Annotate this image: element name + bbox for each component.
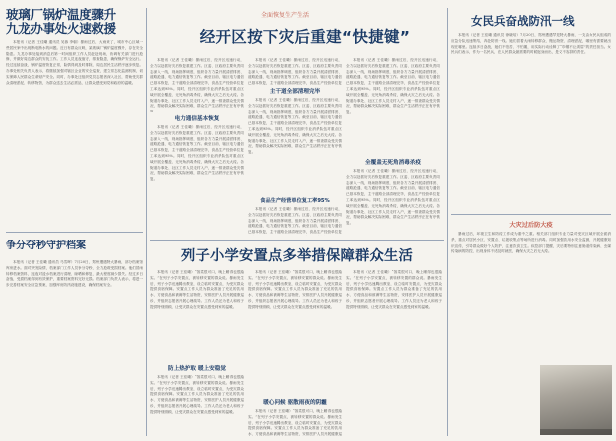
center-top-kicker: 全面恢复生产生活 xyxy=(260,12,309,19)
center-top-body-e: 本报讯（记者 王佳曦）暴雨过后，经开区迅速行动，全力以赴抓好灾后恢复重建工作。区委、区政府主要负责同志深入一线，现场指挥调度，组织各方力量开展清淤排涝、道路抢通、电力通信恢复等工作。截至目前，辖区电力通信已基本恢复，主干道路全部清理完毕，食品生产经营单位复 xyxy=(248,207,342,235)
center-top-header xyxy=(150,10,460,60)
right-top-article xyxy=(451,14,611,210)
left-top-text: 本报讯（记者 王佳曦 通讯员 吴蓉 李朝）暴雨过后，大雨来了，城市中心区域一些居民家中出现断电断水的问题。近日有群众反映，某玻璃厂锅炉温度骤升，存在安全隐患。九龙办事处接到消息后第一时间组织工作人员赶赴现场，协调有关部门进行抢修，并做好周边群众的安抚工作。工作人员连夜值守，排查隐患，确保锅炉安全运行。经过连续奋战，锅炉温度恢复正常，险情得到及时排除，周边居民生活秩序逐步恢复。办事处相关负责人表示，将继续加强对辖区企业的安全巡查，建立常态化监测机制，切实保障人民群众生命财产安全。同时，办事处还组织党员志愿者深入社区，帮助受灾群众清理淤泥、转移物资，为群众送去生活必需品，让群众感受到党和政府的温暖。 xyxy=(6,40,143,85)
center-bottom-body-e: 本报讯（记者 王佳曦）“饭菜很可口，晚上睡得也很踏实。”在列子小学安置点，被转移安置的群众说。暴雨发生后，列子小学迅速腾出教室，设立临时安置点，为受灾群众提供食宿保障。安置点工作人员为群众准备了充足的饮用水、方便食品和被褥等生活物资，安排医护人员开展健康巡诊，并组织志愿者开展心理疏导。工作人员还为老人和孩子提供特别照顾，让受灾群众在安置点感受到家的温暖。 xyxy=(346,270,442,309)
center-bottom-col1-text2 xyxy=(150,375,244,436)
center-top-col2-text2 xyxy=(248,98,342,195)
center-top-col1-text xyxy=(150,58,244,112)
center-top-sub1: 电力通信基本恢复 xyxy=(174,116,220,122)
center-top-col2 xyxy=(248,58,342,236)
left-top-body xyxy=(6,40,143,228)
center-top-col2-text xyxy=(248,58,342,85)
center-bottom-body-c: 本报讯（记者 王佳曦）“饭菜很可口，晚上睡得也很踏实。”在列子小学安置点，被转移安置的群众说。暴雨发生后，列子小学迅速腾出教室，设立临时安置点，为受灾群众提供食宿保障。安置点工作人员为群众准备了充足的饮用水、方便食品和被褥等生活物资，安排医护人员开展健康巡诊，并组织志愿者开展心理疏导。工作人员还为老人和孩子提供特别照顾，让受灾群众在安置点感受到家的温暖。 xyxy=(248,270,342,309)
center-bottom-sub1: 防上热护取 暖上安稳觉 xyxy=(168,366,226,372)
center-top-body-d: 本报讯（记者 王佳曦）暴雨过后，经开区迅速行动，全力以赴抓好灾后恢复重建工作。区委、区政府主要负责同志深入一线，现场指挥调度，组织各方力量开展清淤排涝、道路抢通、电力通信恢复等工作。截至目前，辖区电力通信已基本恢复，主干道路全部清理完毕，食品生产经营单位复工率达到95%。同时，经开区组织专业消杀队伍对重点区域开展全覆盖、无死角消毒杀疫，确保大灾之后无大疫。各街道办事处、社区工作人员走村入户，逐一排查群众受灾情况，帮助群众解决实际困难，群众生产生活秩序正在有序恢复。 xyxy=(248,98,342,155)
left-bottom-body xyxy=(6,260,143,432)
center-top-col3 xyxy=(346,58,440,236)
center-top-body-b: 本报讯（记者 王佳曦）暴雨过后，经开区迅速行动，全力以赴抓好灾后恢复重建工作。区委、区政府主要负责同志深入一线，现场指挥调度，组织各方力量开展清淤排涝、道路抢通、电力通信恢复等工作。截至目前，辖区电力通信已基本恢复，主干道路全部清理完毕，食品生产经营单位复工率达到95%。同时，经开区组织专业消杀队伍对重点区域开展全覆盖、无死角消毒杀疫，确保大灾之后无大疫。各街道办事处、社区工作人员走村入户，逐一排查群众受灾情况，帮助群众解决实际困难，群众生产生活秩序正在有序恢复。 xyxy=(150,125,244,182)
center-top-title: 经开区按下灾后重建“快捷键” xyxy=(199,28,411,46)
left-top-title-line1: 玻璃厂锅炉温度骤升 xyxy=(6,8,116,22)
center-top-sub3: 食品生产经营单位复工率95% xyxy=(260,198,330,204)
center-top-col2-text3 xyxy=(248,207,342,236)
center-bottom-title: 列子小学安置点多举措保障群众生活 xyxy=(181,248,413,264)
right-top-title: 女民兵奋战防汛一线 xyxy=(471,14,575,28)
center-bottom-col2-text xyxy=(248,270,342,396)
center-top-col3-text xyxy=(346,58,440,156)
center-bottom-header xyxy=(150,246,444,268)
center-top-body-c: 本报讯（记者 王佳曦）暴雨过后，经开区迅速行动，全力以赴抓好灾后恢复重建工作。区委、区政府主要负责同志深入一线，现场指挥调度，组织各方力量开展清淤排涝、道路抢通、电力通信恢复等工作。截至目前，辖区电力通信已基本恢复，主干道路全部清理完毕，食品生产经营单位复 xyxy=(248,58,342,85)
center-top-body-f: 本报讯（记者 王佳曦）暴雨过后，经开区迅速行动，全力以赴抓好灾后恢复重建工作。区委、区政府主要负责同志深入一线，现场指挥调度，组织各方力量开展清淤排涝、道路抢通、电力通信恢复等工作。截至目前，辖区电力通信已基本恢复，主干道路全部清理完毕，食品生产经营单位复工率达到95%。同时，经开区组织专业消杀队伍对重点区域开展全覆盖、无死角消毒杀疫，确保大灾之后无大疫。各街道办事处、社区工作人员走村入户，逐一排查群众受灾情况，帮助群众解决实际困难，群众生产生活秩序正在有序恢复。 xyxy=(346,58,440,115)
center-bottom-col2-text2 xyxy=(248,409,342,436)
center-bottom-col3 xyxy=(346,270,442,436)
center-bottom-body-b: 本报讯（记者 王佳曦）“饭菜很可口，晚上睡得也很踏实。”在列子小学安置点，被转移安置的群众说。暴雨发生后，列子小学迅速腾出教室，设立临时安置点，为受灾群众提供食宿保障。安置点工作人员为群众准备了充足的饮用水、方便食品和被褥等生活物资，安排医护人员开展健康巡诊，并组织志愿者开展心理疏导。工作人员还为老人和孩子提供特别照顾，让受灾群众在安置点感受到家的温暖。 xyxy=(150,375,244,414)
right-divider xyxy=(451,214,611,215)
center-top-sub4: 全覆盖无死角消毒杀疫 xyxy=(365,160,421,166)
right-bottom-text: 暴雨过后，环境卫生和防疫工作成为重中之重。相关部门组织专业力量对受灾区域开展全面消杀，重点对居民小区、安置点、垃圾收集点等场所进行消毒。同时加强饮用水安全监测，开展健康知识宣传，引导群众做好个人防护，注意饮食卫生。疾控部门提醒，灾后要特别注意肠道传染病、虫媒传染病的防控，出现身体不适及时就医，确保大灾之后无大疫。 xyxy=(451,232,611,254)
center-top-body-g: 本报讯（记者 王佳曦）暴雨过后，经开区迅速行动，全力以赴抓好灾后恢复重建工作。区委、区政府主要负责同志深入一线，现场指挥调度，组织各方力量开展清淤排涝、道路抢通、电力通信恢复等工作。截至目前，辖区电力通信已基本恢复，主干道路全部清理完毕，食品生产经营单位复工率达到95%。同时，经开区组织专业消杀队伍对重点区域开展全覆盖、无死角消毒杀疫，确保大灾之后无大疫。各街道办事处、社区工作人员走村入户，逐一排查群众受灾情况，帮助群众解决实际困难，群众生产生活秩序正在有序恢复。 xyxy=(346,169,440,226)
left-divider xyxy=(6,232,143,233)
center-top-col1 xyxy=(150,58,244,236)
left-bottom-text: 本报讯（记者 王佳曦 通讯员 马雪晖）7月20日，郑州遭遇特大暴雨，部分档案馆库房进水。面对突发险情，档案部门工作人员争分夺秒，全力抢救受损档案。他们冒雨转移档案资料，连夜对浸水档案进行清理、晾晒和修复，最大程度减少损失。经过多日奋战，受损档案得到有效保护，重要档案资料完好无损。档案部门负责人表示，将进一步完善档案安全应急预案，加强库房防汛设施建设，确保档案安全。 xyxy=(6,260,143,288)
center-top-sub2: 主干道全部清理完毕 xyxy=(269,89,321,95)
center-bottom-col3-text xyxy=(346,270,442,430)
right-top-body xyxy=(451,33,611,209)
left-column-rule xyxy=(146,8,147,436)
right-bottom-photo xyxy=(540,365,612,435)
left-bottom-title: 争分夺秒守护档案 xyxy=(6,240,86,251)
right-bottom-title: 大灾过后防大疫 xyxy=(509,222,553,229)
center-top-body-a: 本报讯（记者 王佳曦）暴雨过后，经开区迅速行动，全力以赴抓好灾后恢复重建工作。区委、区政府主要负责同志深入一线，现场指挥调度，组织各方力量开展清淤排涝、道路抢通、电力通信恢复等工作。截至目前，辖区电力通信已基本恢复，主干道路全部清理完毕，食品生产经营单位复工率达到95%。同时，经开区组织专业消杀队伍对重点区域开展全覆盖、无死角消毒杀疫，确保大灾之后无大疫。各街道办事处、社区工作人员走村入户，逐一排查群众受灾情况，帮助群众解决实际困难，群众生产生活秩序正在有序恢 xyxy=(150,58,244,109)
center-bottom-col2 xyxy=(248,270,342,436)
center-bottom-sub2: 暖心问候 驱散雨夜的阴霾 xyxy=(263,400,327,406)
center-bottom-col1-text xyxy=(150,270,244,362)
left-top-title-line2: 九龙办事处火速救援 xyxy=(6,21,116,36)
center-top-col1-text2 xyxy=(150,125,244,233)
center-bottom-body-a: 本报讯（记者 王佳曦）“饭菜很可口，晚上睡得也很踏实。”在列子小学安置点，被转移安置的群众说。暴雨发生后，列子小学迅速腾出教室，设立临时安置点，为受灾群众提供食宿保障。安置点工作人员为群众准备了充足的饮用水、方便食品和被褥等生活物资，安排医护人员开展健康巡诊，并组织志愿者开展心理疏导。工作人员还为老人和孩子提供特别照顾，让受灾群众在安置点感受到家的温暖。 xyxy=(150,270,244,309)
right-bottom-body xyxy=(451,232,611,352)
photo-caption-bar xyxy=(540,429,612,435)
right-top-text: 本报讯（记者 王佳曦 通讯员 徐晓培）7月20日，郑州遭遇罕见特大暴雨，一支由女民兵组成的应急分队迅速集结，奔赴防汛一线。她们冒着大雨转移群众、搬运物资、清理淤泥，哪里有需要就出现在哪里。连续多日奋战，她们不怕苦、不怕累，用实际行动诠释了“巾帼不让须眉”的责任担当。女民兵们表示，作为一名民兵，在人民群众最需要的时候挺身而出，是义不容辞的责任。 xyxy=(451,33,611,55)
center-bottom-col1 xyxy=(150,270,244,436)
center-top-col3-text2 xyxy=(346,169,440,235)
center-horizontal-rule xyxy=(150,240,444,241)
right-column-rule xyxy=(447,8,448,436)
left-top-article xyxy=(6,8,143,232)
center-bottom-body-d: 本报讯（记者 王佳曦）“饭菜很可口，晚上睡得也很踏实。”在列子小学安置点，被转移安置的群众说。暴雨发生后，列子小学迅速腾出教室，设立临时安置点，为受灾群众提供食宿保障。安置点工作人员为群众准备了充足的饮用水、方便食品和被褥等生活物资，安排医护人员开展健康巡 xyxy=(248,409,342,436)
left-bottom-article xyxy=(6,240,143,435)
